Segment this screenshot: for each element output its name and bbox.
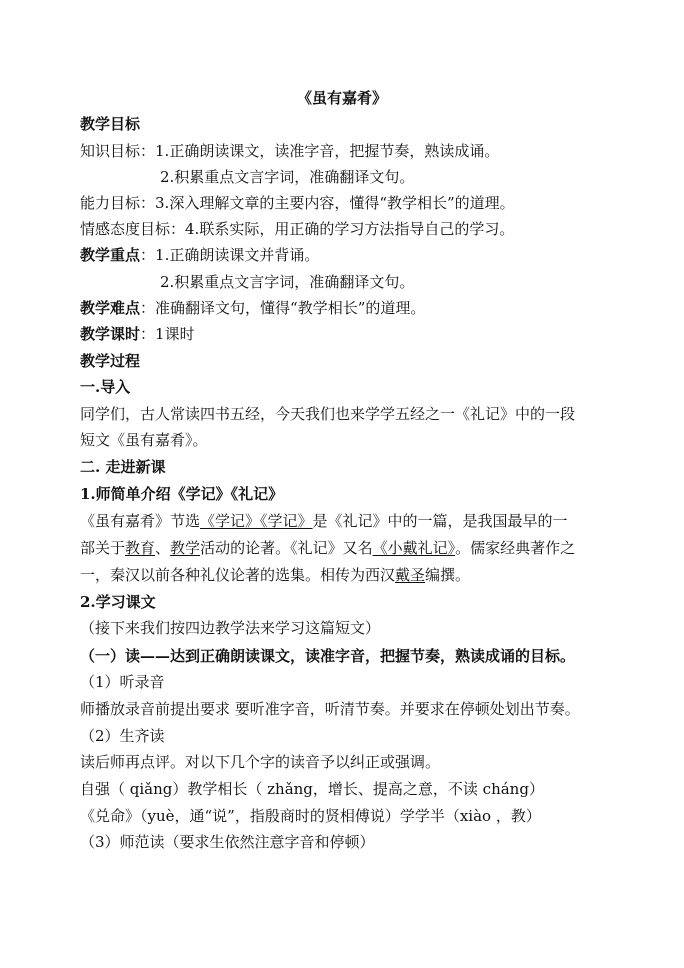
hours-line xyxy=(80,324,195,344)
ability-goal-line xyxy=(80,193,515,213)
chorus-paragraph: 读后师再点评。对以下几个字的读音予以纠正或强调。 xyxy=(80,753,441,771)
ability-goal-label: 能力目标： xyxy=(80,194,156,212)
knowledge-goal-label: 知识目标： xyxy=(80,142,156,160)
difficulty-line xyxy=(80,298,425,318)
chorus-heading: （2）生齐读 xyxy=(80,727,165,745)
teaching-link[interactable]: 教学 xyxy=(170,539,201,557)
hours-label: 教学课时 xyxy=(80,325,141,343)
doc-title: 《虽有嘉肴》 xyxy=(296,89,387,107)
sub1-text-6: 一，秦汉以前各种礼仪论著的选集。相传为西汉 xyxy=(80,566,396,584)
sub1-text-4: 活动的论著。《礼记》又名 xyxy=(200,539,373,557)
key-points-line xyxy=(80,245,319,265)
difficulty-text: 准确翻译文句，懂得“教学相长”的道理。 xyxy=(155,299,426,317)
sub1-paragraph-line-1 xyxy=(80,511,568,531)
intro-paragraph-line-2: 短文《虽有嘉肴》。 xyxy=(80,431,208,449)
knowledge-goal-line xyxy=(80,141,499,161)
difficulty-label: 教学难点 xyxy=(80,299,141,317)
key-point-2: 2.积累重点文言字词，准确翻译文句。 xyxy=(160,273,415,291)
sub1-text-7: 编撰。 xyxy=(425,566,471,584)
listen-paragraph: 师播放录音前提出要求 要听准字音，听清节奏。并要求在停顿处划出节奏。 xyxy=(80,700,580,718)
sub2-heading: 2.学习课文 xyxy=(80,593,156,611)
sub1-text: 《虽有嘉肴》节选 xyxy=(80,512,201,530)
emotion-goal-line xyxy=(80,219,514,239)
intro-heading: 一.导入 xyxy=(80,378,131,396)
sub1-heading: 1.师简单介绍《学记》《礼记》 xyxy=(80,485,284,503)
pronunciation-line-1: 自强（ qiǎng）教学相长（ zhǎng，增长、提高之意，不读 cháng） xyxy=(80,780,544,798)
hours-colon: ： xyxy=(140,325,156,343)
sub1-sep: 、 xyxy=(155,539,171,557)
pronunciation-line-2: 《兑命》（yuè，通“说”，指殷商时的贤相傅说）学学半（xiào ，教） xyxy=(80,807,541,825)
sub1-paragraph-line-2 xyxy=(80,538,575,558)
sub2-paragraph: （接下来我们按四边教学法来学习这篇短文） xyxy=(80,619,381,637)
xiaodai-liji-link[interactable]: 《小戴礼记》 xyxy=(372,539,456,557)
emotion-goal-label: 情感态度目标： xyxy=(80,220,186,238)
education-link[interactable]: 教育 xyxy=(125,539,156,557)
emotion-goal-4: 4.联系实际，用正确的学习方法指导自己的学习。 xyxy=(185,220,515,238)
sub1-text-5: 。儒家经典著作之 xyxy=(455,539,576,557)
hours-text: 1课时 xyxy=(155,325,195,343)
reading-goal: （一）读——达到正确朗读课文，读准字音，把握节奏，熟读成诵的目标。 xyxy=(80,647,576,665)
key-point-1: 1.正确朗读课文并背诵。 xyxy=(155,246,320,264)
model-reading-heading: （3）师范读（要求生依然注意字音和停顿） xyxy=(80,833,375,851)
sub1-text-2: 是《礼记》中的一篇，是我国最早的一 xyxy=(312,512,568,530)
intro-paragraph-line-1: 同学们，古人常读四书五经，今天我们也来学学五经之一《礼记》中的一段 xyxy=(80,405,576,423)
knowledge-goal-1: 1.正确朗读课文，读准字音，把握节奏，熟读成诵。 xyxy=(155,142,500,160)
key-points-label: 教学重点 xyxy=(80,246,141,264)
xueji-link-2[interactable]: 《学记》 xyxy=(260,512,313,530)
ability-goal-3: 3.深入理解文章的主要内容，懂得“教学相长”的道理。 xyxy=(155,194,515,212)
process-heading: 教学过程 xyxy=(80,352,141,370)
dai-sheng-link[interactable]: 戴圣 xyxy=(395,566,426,584)
sub1-paragraph-line-3 xyxy=(80,565,470,585)
knowledge-goal-2: 2.积累重点文言字词，准确翻译文句。 xyxy=(160,168,415,186)
new-lesson-heading: 二. 走进新课 xyxy=(80,458,166,476)
listen-heading: （1）听录音 xyxy=(80,673,165,691)
xueji-link[interactable]: 《学记》 xyxy=(200,512,261,530)
difficulty-colon: ： xyxy=(140,299,156,317)
sub1-text-3: 部关于 xyxy=(80,539,126,557)
key-points-colon: ： xyxy=(140,246,156,264)
goals-heading: 教学目标 xyxy=(80,115,141,133)
